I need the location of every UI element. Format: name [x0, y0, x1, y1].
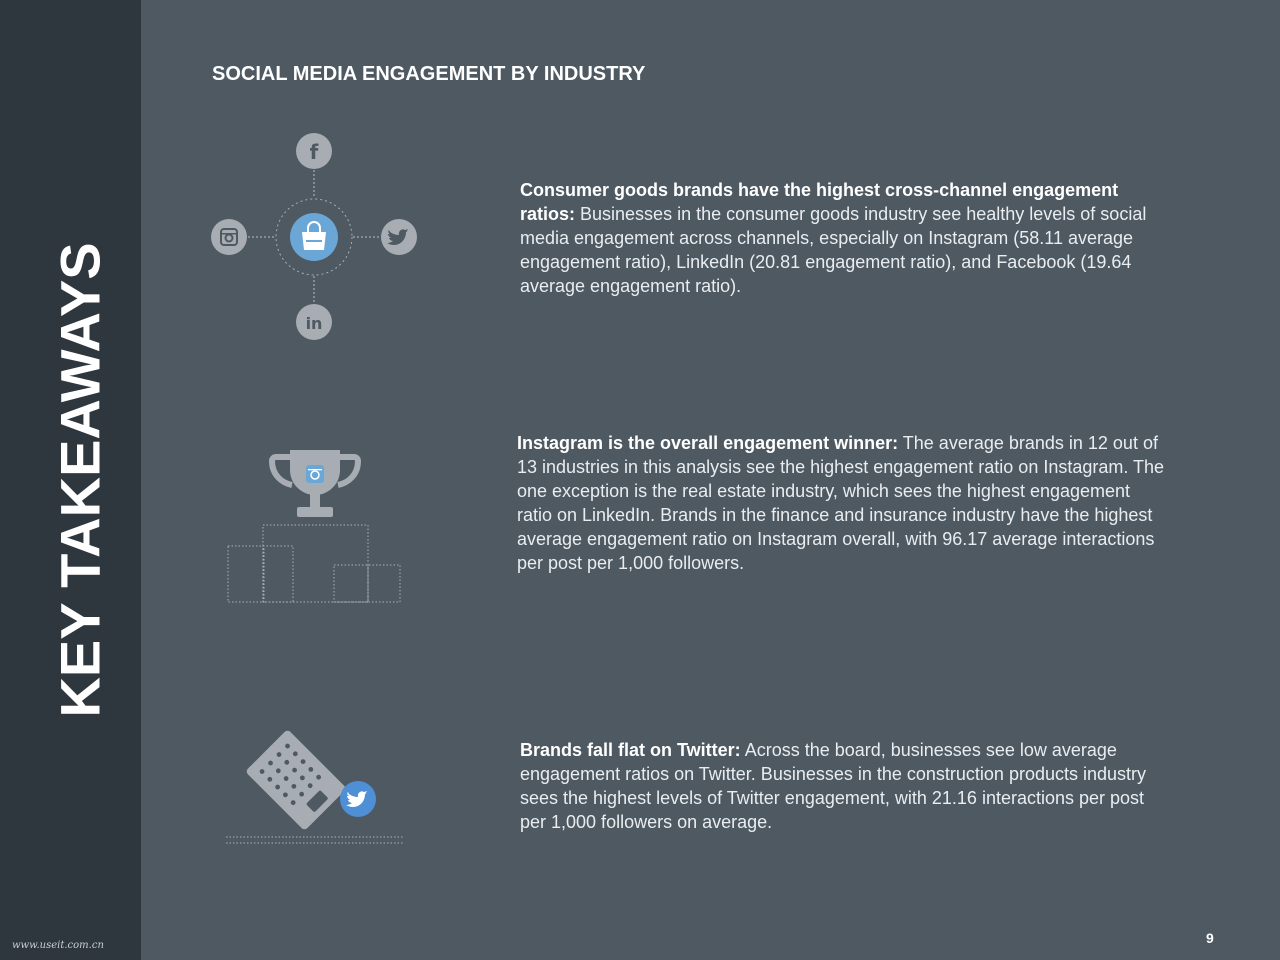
takeaway-lead: Instagram is the overall engagement winner:	[517, 433, 899, 453]
podium	[228, 525, 400, 602]
instagram-icon	[306, 465, 324, 483]
facebook-icon	[296, 133, 332, 169]
twitter-icon	[340, 781, 376, 817]
page-title: SOCIAL MEDIA ENGAGEMENT BY INDUSTRY	[212, 63, 646, 85]
social-hub-shopping-bag-icon	[205, 128, 425, 348]
takeaway-lead: Consumer goods brands have the highest cross-channel engagement ratios:	[520, 180, 1119, 224]
instagram-trophy-podium-icon	[222, 445, 408, 610]
keyboard-baseline	[226, 837, 404, 843]
linkedin-glyph: in	[305, 314, 323, 333]
keyboard-twitter-icon	[222, 722, 408, 850]
twitter-icon	[381, 219, 417, 255]
takeaway-instagram-winner	[517, 431, 1167, 575]
sidebar-title: KEY TAKEAWAYS	[48, 242, 112, 718]
takeaway-lead: Brands fall flat on Twitter:	[520, 740, 741, 760]
page-number: 9	[1206, 930, 1214, 946]
takeaway-body: Across the board, businesses see low average engagement ratios on Twitter. Businesses in the construction products industry sees the highest levels of Twitter engagement, with 21.16 interactions per post per 1,000 followers on average.	[520, 740, 1147, 832]
takeaway-body: Businesses in the consumer goods industry see healthy levels of social media engagement across channels, especially on Instagram (58.11 average engagement ratio), LinkedIn (20.81 engagement ratio), and Facebook (19.64 average engagement ratio).	[520, 204, 1147, 296]
trophy-icon	[272, 450, 358, 517]
takeaway-twitter-flat	[520, 738, 1170, 834]
linkedin-icon	[296, 304, 332, 340]
keyboard-icon	[245, 729, 347, 831]
sidebar	[0, 0, 141, 960]
watermark: www.useit.com.cn	[12, 940, 104, 951]
facebook-glyph: f	[309, 140, 319, 164]
takeaway-consumer-goods	[520, 178, 1170, 298]
takeaway-body: The average brands in 12 out of 13 industries in this analysis see the highest engagement ratio on Instagram. The one exception is the real estate industry, which sees the highest engagement ratio on LinkedIn. Brands in the finance and insurance industry have the highest average engagement ratio on Instagram overall, with 96.17 average interactions per post per 1,000 followers.	[517, 433, 1165, 573]
instagram-icon	[211, 219, 247, 255]
shopping-bag-icon	[290, 213, 338, 261]
